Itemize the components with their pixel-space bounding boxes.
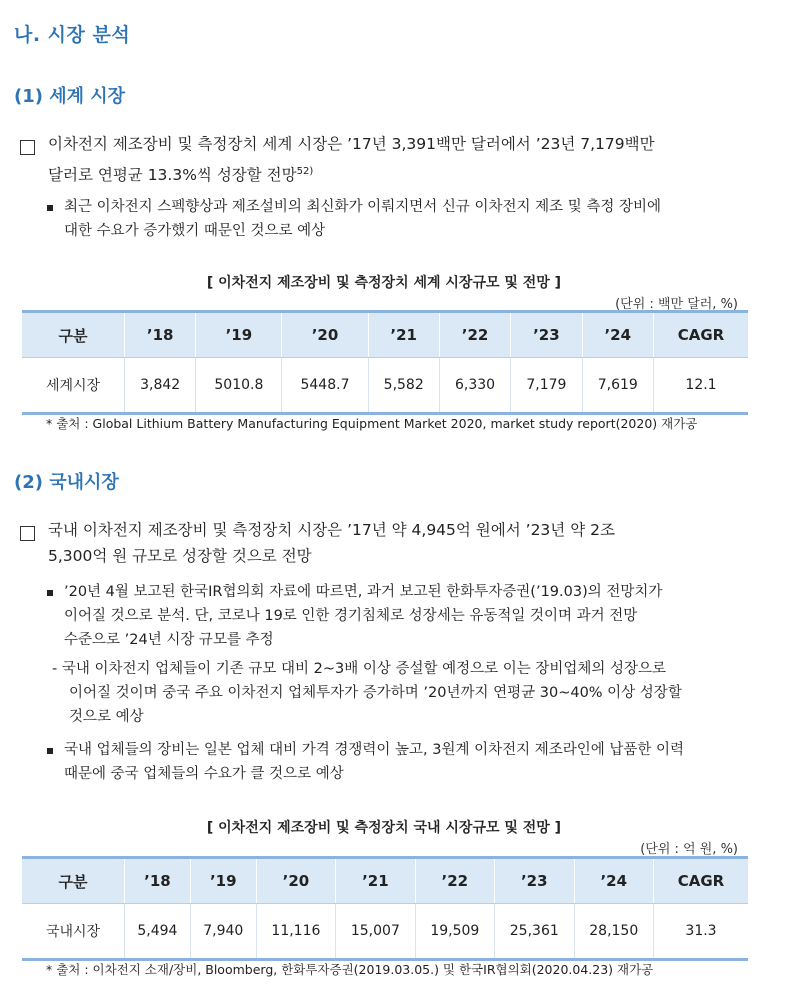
header-cell: CAGR — [654, 312, 749, 358]
domestic-dash-line1: - 국내 이차전지 업체들이 기존 규모 대비 2~3배 이상 증설할 예정으로 이는 장비업체의 성장으로 — [52, 661, 667, 677]
table-row — [22, 358, 748, 414]
domestic-dash-line3: 것으로 예상 — [69, 709, 144, 725]
header-cell: ’21 — [336, 858, 415, 904]
table-cell: 6,330 — [439, 358, 510, 414]
header-cell: CAGR — [654, 858, 749, 904]
table-cell: 5,582 — [368, 358, 439, 414]
table-cell: 5448.7 — [282, 358, 368, 414]
domestic-market-table — [22, 856, 748, 961]
world-sub-line1: 최근 이차전지 스펙향상과 제조설비의 최신화가 이뤄지면서 신규 이차전지 제조 및 측정 장비에 — [64, 199, 661, 215]
domestic-table-unit: (단위 : 억 원, %) — [640, 842, 738, 857]
domestic-main-line1: 국내 이차전지 제조장비 및 측정장치 시장은 ’17년 약 4,945억 원에서 ’23년 약 2조 — [48, 521, 615, 539]
header-cell: 구분 — [22, 312, 125, 358]
domestic-sub1-line2: 이어질 것으로 분석. 단, 코로나 19로 인한 경기침체로 성장세는 유동적일 것이며 과거 전망 — [64, 608, 638, 624]
table-cell: 5010.8 — [196, 358, 282, 414]
table-header-row — [22, 312, 748, 358]
header-cell: ’21 — [368, 312, 439, 358]
square-bullet-icon — [47, 205, 53, 211]
table-cell: 7,940 — [190, 904, 256, 960]
header-cell: ’22 — [415, 858, 494, 904]
world-sub-line2: 대한 수요가 증가했기 때문인 것으로 예상 — [64, 223, 326, 239]
world-market-table — [22, 310, 748, 415]
header-cell: 구분 — [22, 858, 125, 904]
table-cell: 31.3 — [654, 904, 749, 960]
header-cell: ’24 — [582, 312, 653, 358]
domestic-sub1-line1: ’20년 4월 보고된 한국IR협의회 자료에 따르면, 과거 보고된 한화투자증권(’19.03)의 전망치가 — [64, 584, 663, 600]
world-main-line2-text: 달러로 연평균 13.3%씩 성장할 전망 — [48, 166, 297, 185]
header-cell: ’24 — [574, 858, 654, 904]
table-cell: 세계시장 — [22, 358, 125, 414]
square-bullet-icon — [47, 590, 53, 596]
table-cell: 15,007 — [336, 904, 415, 960]
footnote-mark: 52) — [296, 166, 314, 177]
header-cell: ’23 — [511, 312, 582, 358]
domestic-sub2-line2: 때문에 중국 업체들의 수요가 클 것으로 예상 — [64, 766, 344, 782]
table-cell: 28,150 — [574, 904, 654, 960]
table-cell: 25,361 — [495, 904, 574, 960]
table-cell: 12.1 — [654, 358, 749, 414]
header-cell: ’20 — [256, 858, 335, 904]
checkbox-bullet-icon — [20, 526, 35, 541]
header-cell: ’22 — [439, 312, 510, 358]
table-header-row — [22, 858, 748, 904]
domestic-source-note: * 출처 : 이차전지 소재/장비, Bloomberg, 한화투자증권(2019.03.05.) 및 한국IR협의회(2020.04.23) 재가공 — [46, 962, 654, 977]
table-cell: 19,509 — [415, 904, 494, 960]
world-main-line1: 이차전지 제조장비 및 측정장치 세계 시장은 ’17년 3,391백만 달러에서 ’23년 7,179백만 — [48, 135, 655, 153]
domestic-sub1-line3: 수준으로 ’24년 시장 규모를 추정 — [64, 632, 274, 648]
table-cell: 3,842 — [125, 358, 196, 414]
world-table-caption: [ 이차전지 제조장비 및 측정장치 세계 시장규모 및 전망 ] — [206, 275, 562, 291]
domestic-sub2-line1: 국내 업체들의 장비는 일본 업체 대비 가격 경쟁력이 높고, 3원계 이차전지 제조라인에 납품한 이력 — [64, 742, 685, 758]
world-main-line2 — [48, 158, 313, 189]
table-cell: 7,619 — [582, 358, 653, 414]
table-row — [22, 904, 748, 960]
table-cell: 5,494 — [125, 904, 191, 960]
square-bullet-icon — [47, 748, 53, 754]
world-heading: (1) 세계 시장 — [14, 86, 126, 107]
header-cell: ’20 — [282, 312, 368, 358]
checkbox-bullet-icon — [20, 140, 35, 155]
section-title: 나. 시장 분석 — [14, 24, 131, 46]
header-cell: ’19 — [196, 312, 282, 358]
header-cell: ’19 — [190, 858, 256, 904]
header-cell: ’23 — [495, 858, 574, 904]
domestic-main-line2: 5,300억 원 규모로 성장할 것으로 전망 — [48, 547, 312, 565]
world-source-note: * 출처 : Global Lithium Battery Manufacturing Equipment Market 2020, market study report(2020) 재가공 — [46, 416, 698, 431]
domestic-table-caption: [ 이차전지 제조장비 및 측정장치 국내 시장규모 및 전망 ] — [206, 820, 562, 836]
table-cell: 국내시장 — [22, 904, 125, 960]
domestic-dash-line2: 이어질 것이며 중국 주요 이차전지 업체투자가 증가하며 ’20년까지 연평균 30~40% 이상 성장할 — [69, 685, 682, 701]
header-cell: ’18 — [125, 858, 191, 904]
header-cell: ’18 — [125, 312, 196, 358]
domestic-heading: (2) 국내시장 — [14, 472, 119, 493]
world-table-unit: (단위 : 백만 달러, %) — [615, 297, 738, 312]
table-cell: 7,179 — [511, 358, 582, 414]
table-cell: 11,116 — [256, 904, 335, 960]
